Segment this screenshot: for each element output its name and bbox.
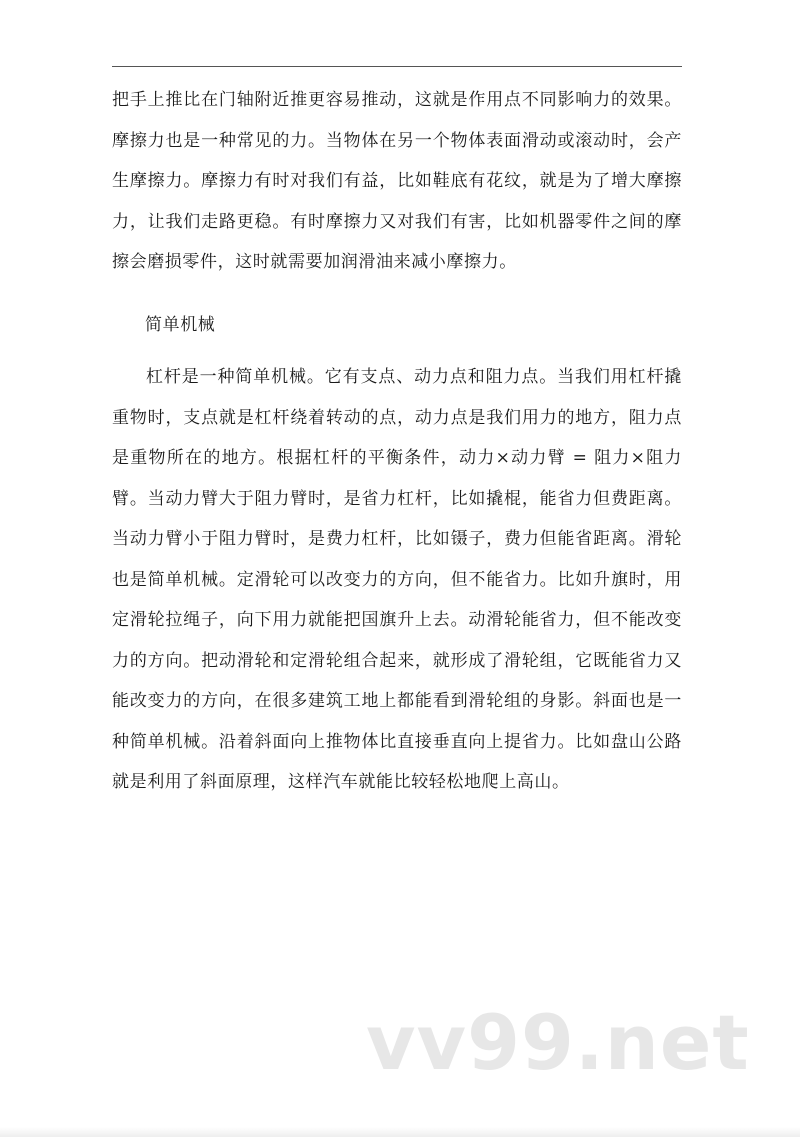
- header-rule: [112, 66, 682, 67]
- watermark-text: vv99.net: [366, 998, 750, 1087]
- page-bottom-edge: [0, 1127, 800, 1137]
- body-paragraph-friction: 把手上推比在门轴附近推更容易推动，这就是作用点不同影响力的效果。摩擦力也是一种常见的力。当物体在另一个物体表面滑动或滚动时，会产生摩擦力。摩擦力有时对我们有益，比如鞋底有花纹，就是为了增大摩擦力，让我们走路更稳。有时摩擦力又对我们有害，比如机器零件之间的摩擦会磨损零件，这时就需要加润滑油来减小摩擦力。: [112, 90, 682, 272]
- section-heading: 简单机械: [145, 315, 216, 335]
- body-paragraph-simple-machines: 杠杆是一种简单机械。它有支点、动力点和阻力点。当我们用杠杆撬重物时，支点就是杠杆绕着转动的点，动力点是我们用力的地方，阻力点是重物所在的地方。根据杠杆的平衡条件，动力×动力臂 = 阻力×阻力臂。当动力臂大于阻力臂时，是省力杠杆，比如撬棍，能省力但费距离。当动力臂小于阻力臂时，是费力杠杆，比如镊子，费力但能省距离。滑轮也是简单机械。定滑轮可以改变力的方向，但不能省力。比如升旗时，用定滑轮拉绳子，向下用力就能把国旗升上去。动滑轮能省力，但不能改变力的方向。把动滑轮和定滑轮组合起来，就形成了滑轮组，它既能省力又能改变力的方向，在很多建筑工地上都能看到滑轮组的身影。斜面也是一种简单机械。沿着斜面向上推物体比直接垂直向上提省力。比如盘山公路就是利用了斜面原理，这样汽车就能比较轻松地爬上高山。: [112, 367, 682, 792]
